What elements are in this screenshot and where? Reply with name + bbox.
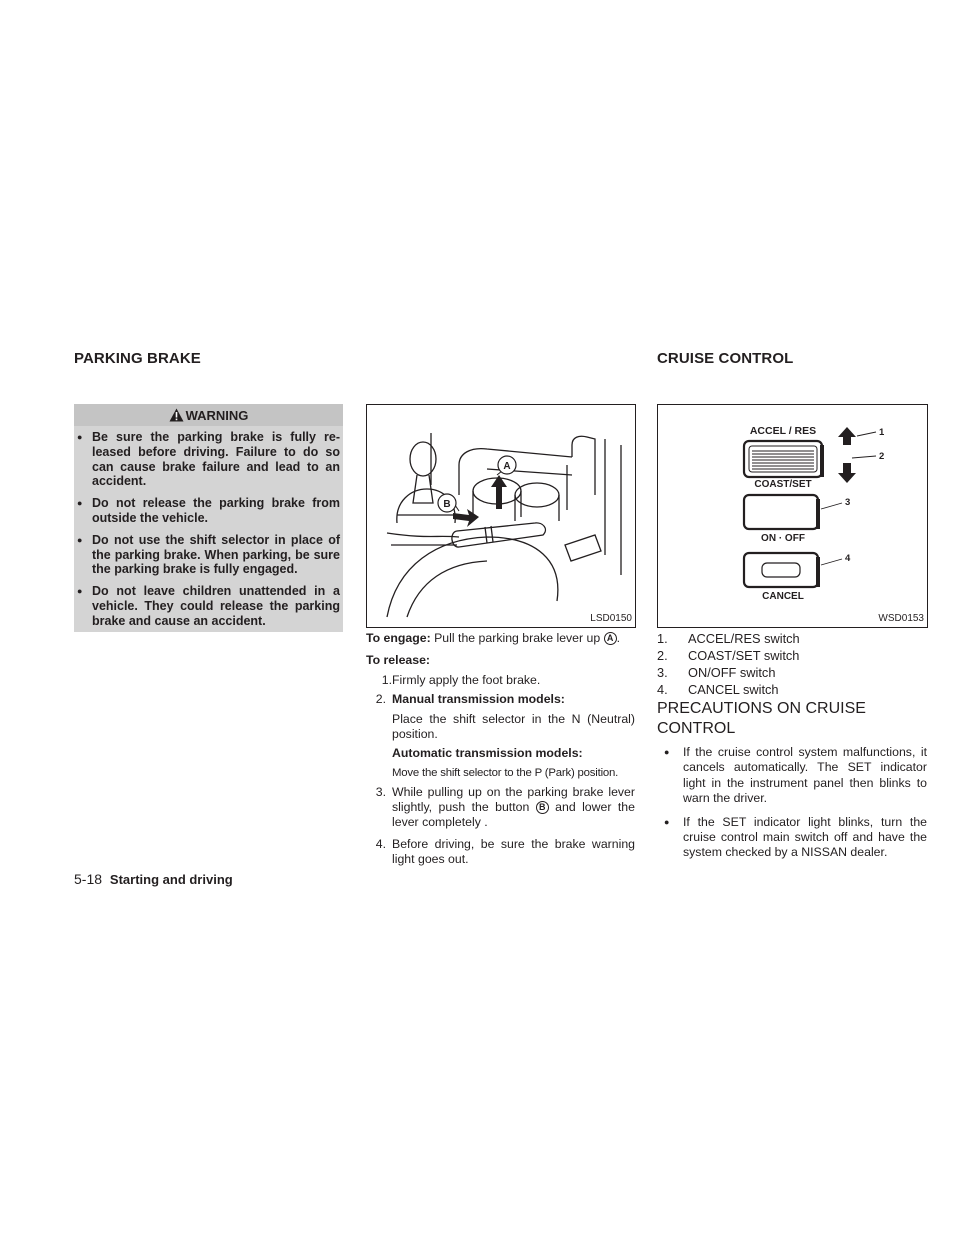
arrow-down-icon — [838, 463, 856, 483]
manual-text: Place the shift selector in the N (Neutral) position. — [392, 712, 635, 741]
step-1 — [366, 673, 636, 688]
switch-number: 3. — [657, 665, 668, 680]
switch-item — [657, 681, 927, 698]
release-label: To release: — [366, 653, 431, 667]
engage-label: To engage: — [366, 631, 431, 645]
release-steps — [366, 673, 636, 688]
switch-number: 2. — [657, 648, 668, 663]
manual-head: Manual transmission models: — [392, 692, 565, 706]
auto-head: Automatic transmission models: — [392, 746, 583, 760]
callout-a-label: A — [503, 461, 511, 472]
cruise-control-title: CRUISE CONTROL — [657, 350, 794, 367]
figure-code: LSD0150 — [590, 613, 632, 624]
on-off-switch — [744, 495, 842, 529]
precaution-item: ● If the cruise control system malfunctions, it cancels automatically. The SET indicator light in the instrument panel then blinks to warn the driver. — [657, 745, 927, 807]
coast-set-label: COAST/SET — [754, 479, 812, 490]
warning-item: ● Do not leave children unattended in a vehicle. They could release the parking brake and cause an accident. — [76, 584, 340, 628]
auto-text: Move the shift selector to the P (Park) position. — [392, 767, 619, 779]
engage-line: To engage: Pull the parking brake lever up A . — [366, 631, 621, 645]
accel-res-label: ACCEL / RES — [749, 425, 817, 437]
step-3-b: and lower the lever completely . — [392, 800, 635, 829]
switch-list — [657, 630, 927, 698]
warning-list — [76, 430, 340, 636]
engage-text: Pull the parking brake lever up — [434, 631, 601, 645]
on-off-label: ON · OFF — [761, 533, 805, 544]
step-number: 3. — [375, 785, 386, 799]
switch-item — [657, 647, 927, 664]
callout-3: 3 — [845, 497, 851, 508]
callout-1: 1 — [879, 427, 885, 438]
page-footer — [74, 871, 233, 887]
step-3-text — [392, 785, 635, 830]
switch-label: CANCEL switch — [688, 682, 779, 697]
step-text: Firmly apply the foot brake. — [392, 673, 541, 687]
switch-label: ACCEL/RES switch — [688, 631, 800, 646]
switch-number: 1. — [657, 631, 668, 646]
parking-brake-title: PARKING BRAKE — [74, 350, 201, 367]
switch-label: ON/OFF switch — [688, 665, 776, 680]
accel-coast-switch — [744, 441, 824, 477]
step-4-text: Before driving, be sure the brake warning light goes out. — [392, 837, 635, 866]
step-3-ref: B — [536, 801, 549, 814]
figure-code: WSD0153 — [878, 613, 924, 624]
cancel-switch — [744, 553, 842, 587]
arrow-up-icon — [838, 427, 856, 445]
parking-brake-illustration — [367, 405, 635, 627]
cruise-switch-illustration — [658, 405, 927, 627]
callout-b-label: B — [443, 499, 451, 510]
warning-header — [74, 404, 343, 426]
step-number: 2. — [375, 692, 386, 706]
warning-item: ● Do not release the parking brake from outside the vehicle. — [76, 496, 340, 526]
parking-brake-figure — [366, 404, 636, 628]
warning-triangle-icon — [169, 408, 184, 422]
cancel-label: CANCEL — [762, 591, 804, 602]
warning-item: ● Be sure the parking brake is fully re-leased before driving. Failure to do so can cause brake failure and lead to an accident. — [76, 430, 340, 489]
cruise-control-figure — [657, 404, 928, 628]
warning-label: WARNING — [185, 407, 249, 423]
engage-ref: A — [604, 632, 617, 645]
section-name: Starting and driving — [109, 872, 233, 887]
warning-item: ● Do not use the shift selector in place of the parking brake. When parking, be sure the parking brake is fully engaged. — [76, 533, 340, 577]
page-number: 5-18 — [74, 871, 103, 887]
switch-label: COAST/SET switch — [688, 648, 800, 663]
step-3-a: While pulling up on the parking brake lever slightly, push the button — [392, 785, 635, 814]
switch-item — [657, 664, 927, 681]
step-number: 1. — [381, 673, 392, 687]
precautions-title: PRECAUTIONS ON CRUISE CONTROL — [657, 700, 866, 737]
callout-2: 2 — [879, 451, 885, 462]
precaution-item: ● If the SET indicator light blinks, turn the cruise control main switch off and have the system checked by a NISSAN dealer. — [657, 815, 927, 861]
switch-number: 4. — [657, 682, 668, 697]
step-number: 4. — [375, 837, 386, 851]
switch-item — [657, 630, 927, 647]
precautions-list — [657, 745, 927, 869]
callout-4: 4 — [845, 553, 851, 564]
